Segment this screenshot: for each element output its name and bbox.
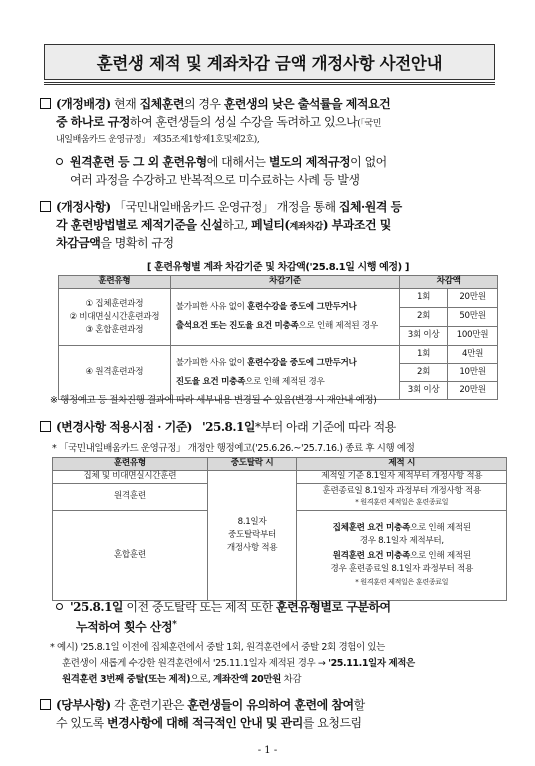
square-bullet-icon (40, 699, 51, 710)
example-line-1: * 예시) '25.8.1일 이전에 집체훈련에서 중탈 1회, 원격훈련에서 중탈 2회 경험이 있는 (50, 642, 385, 653)
table1-amount-cell: 20만원 (448, 382, 498, 400)
timing-table (52, 457, 507, 601)
cumulative-line-2: 누적하여 횟수 산정* (76, 620, 177, 634)
table1-type-cell: ④ 원격훈련과정 (59, 346, 171, 400)
square-bullet-icon (40, 201, 51, 212)
table-row (59, 289, 498, 308)
request-line-2: 수 있도록 변경사항에 대해 적극적인 안내 및 관리를 요청드림 (56, 716, 362, 730)
deduction-table (58, 275, 498, 400)
background-line-3: 내일배움카드 운영규정」 제35조제1항제1호및제2호), (56, 135, 260, 145)
timing-footnote: * 「국민내일배움카드 운영규정」 개정안 행정예고('25.6.26.~'25.7.16.) 종료 후 시행 예정 (52, 443, 415, 454)
page-title-box (44, 44, 495, 80)
content-line-3: 차감금액을 명확히 규정 (56, 236, 174, 250)
table1-count-cell: 3회 이상 (400, 327, 448, 346)
table1-count-cell: 2회 (400, 308, 448, 327)
background-line-2: 중 하나로 규정하여 훈련생들의 성실 수강을 독려하고 있으나(「국민 (56, 115, 382, 129)
table1-criteria-cell: 불가피한 사유 없이 훈련수강을 중도에 그만두거나 진도율 요건 미충족으로 인해 제적된 경우 (170, 346, 399, 400)
request-line-1: (당부사항) 각 훈련기관은 훈련생들이 유의하여 훈련에 참여할 (40, 696, 365, 714)
table1-header: 차감기준 (170, 276, 399, 289)
table2-dropout-cell: 8.1일자 중도탈락부터 개정사항 적용 (207, 471, 297, 601)
table1-header: 차감액 (400, 276, 498, 289)
circle-bullet-icon (56, 603, 63, 610)
table1-amount-cell: 4만원 (448, 346, 498, 364)
background-sub-line-1: 원격훈련 등 그 외 훈련유형에 대해서는 별도의 제적규정이 없어 (56, 153, 387, 171)
table2-header: 제적 시 (297, 458, 507, 471)
table1-amount-cell: 50만원 (448, 308, 498, 327)
title-underline (44, 82, 495, 85)
table2-type-cell: 혼합훈련 (53, 511, 208, 601)
table-row (59, 346, 498, 364)
table1-type-cell: ① 집체훈련과정 ② 비대면실시간훈련과정 ③ 혼합훈련과정 (59, 289, 171, 346)
table-row (53, 471, 507, 484)
table2-type-cell: 집체 및 비대면실시간훈련 (53, 471, 208, 484)
table1-note: ※ 행정예고 등 절차진행 결과에 따라 세부내용 변경될 수 있음(변경 시 재안내 예정) (50, 395, 377, 406)
table1-amount-cell: 20만원 (448, 289, 498, 308)
page-title: 훈련생 제적 및 계좌차감 금액 개정사항 사전안내 (96, 54, 443, 73)
circle-bullet-icon (56, 158, 63, 165)
timing-line-1: (변경사항 적용시점 · 기준) '25.8.1일*부터 아래 기준에 따라 적용 (40, 418, 396, 436)
table1-caption-wrap (58, 258, 498, 273)
content-line-1: (개정사항) 「국민내일배움카드 운영규정」 개정을 통해 집체·원격 등 (40, 198, 402, 216)
background-line-1: (개정배경) 현재 집체훈련의 경우 훈련생의 낮은 출석률을 제적요건 (40, 95, 390, 113)
table1-amount-cell: 10만원 (448, 364, 498, 382)
square-bullet-icon (40, 421, 51, 432)
table1-caption: [ 훈련유형별 계좌 차감기준 및 차감액('25.8.1일 시행 예정) ] (146, 262, 410, 273)
cumulative-line-1: '25.8.1일 이전 중도탈락 또는 제적 또한 훈련유형별로 구분하여 (56, 598, 391, 616)
example-line-2: 훈련생이 새롭게 수강한 원격훈련에서 '25.11.1일자 제적된 경우 → '25.11.1일자 제적은 (62, 658, 415, 669)
page-number: - 1 - (257, 745, 278, 756)
table1-criteria-cell: 불가피한 사유 없이 훈련수강을 중도에 그만두거나 출석요건 또는 진도율 요건 미충족으로 인해 제적된 경우 (170, 289, 399, 346)
table1-header-row (59, 276, 498, 289)
table1-header: 훈련유형 (59, 276, 171, 289)
square-bullet-icon (40, 98, 51, 109)
table1-amount-cell: 100만원 (448, 327, 498, 346)
table2-expel-cell: 제적일 기준 8.1일자 제적부터 개정사항 적용 (297, 471, 507, 484)
example-line-3: 원격훈련 3번째 중탈(또는 제적)으로, 계좌잔액 20만원 차감 (62, 674, 302, 685)
table2-expel-cell: 집체훈련 요건 미충족으로 인해 제적된 경우 8.1일자 제적부터, 원격훈련 요건 미충족으로 인해 제적된 경우 훈련종료일 8.1일자 과정부터 적용 * 원격훈련 제적일은 훈련종료일 (297, 511, 507, 601)
table2-header-row (53, 458, 507, 471)
table1-count-cell: 3회 이상 (400, 382, 448, 400)
table1-count-cell: 2회 (400, 364, 448, 382)
table2-type-cell: 원격훈련 (53, 484, 208, 511)
background-sub-line-2: 여러 과정을 수강하고 반복적으로 미수료하는 사례 등 발생 (70, 173, 360, 187)
table2-header: 훈련유형 (53, 458, 208, 471)
content-line-2: 각 훈련방법별로 제적기준을 신설하고, 페널티(계좌차감) 부과조건 및 (56, 218, 391, 232)
table1-count-cell: 1회 (400, 289, 448, 308)
table2-header: 중도탈락 시 (207, 458, 297, 471)
table2-expel-cell: 훈련종료일 8.1일자 과정부터 개정사항 적용 * 원격훈련 제적일은 훈련종료일 (297, 484, 507, 511)
table1-count-cell: 1회 (400, 346, 448, 364)
